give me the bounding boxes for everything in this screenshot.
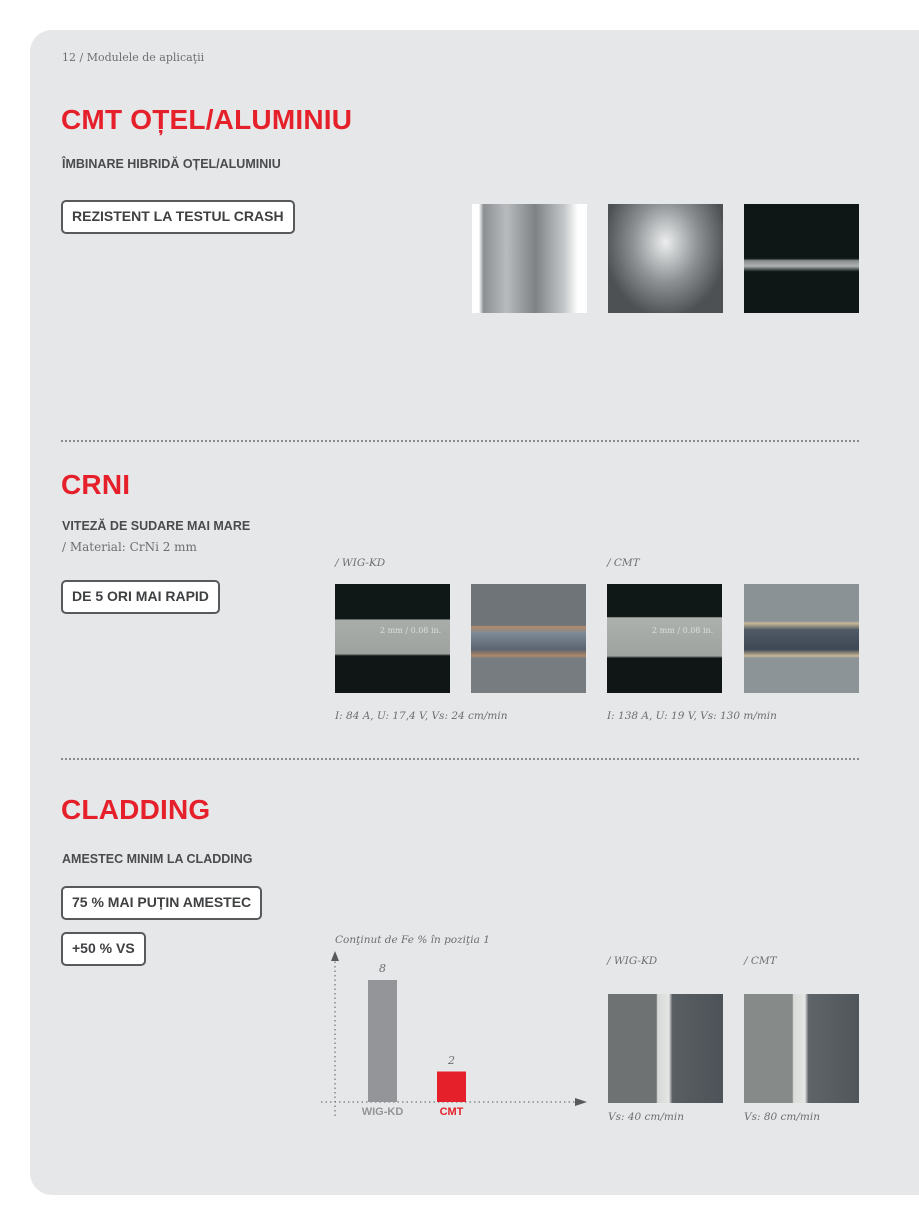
wig-cross-section-photo bbox=[335, 584, 450, 693]
badge-vs: +50 % VS bbox=[61, 932, 146, 966]
section-subtitle: VITEZĂ DE SUDARE MAI MARE bbox=[62, 519, 251, 533]
scale-label: 2 mm / 0.08 in. bbox=[652, 626, 714, 635]
category-label: WIG-KD bbox=[361, 1106, 404, 1118]
data-label: 2 bbox=[448, 1053, 455, 1067]
crash-test-photo-2 bbox=[608, 204, 723, 313]
material-label: / Material: CrNi 2 mm bbox=[62, 540, 197, 554]
cmt-params: I: 138 A, U: 19 V, Vs: 130 m/min bbox=[607, 710, 777, 722]
bar-chart bbox=[315, 945, 595, 1125]
group-label-wig: / WIG-KD bbox=[335, 557, 386, 569]
section-title-cladding: CLADDING bbox=[61, 794, 211, 825]
cmt-cladding-photo bbox=[744, 994, 859, 1103]
wig-clad-params: Vs: 40 cm/min bbox=[608, 1111, 684, 1123]
data-label: 8 bbox=[379, 962, 386, 975]
cmt-weld-top-photo bbox=[744, 584, 859, 693]
cmt-clad-params: Vs: 80 cm/min bbox=[744, 1111, 820, 1123]
chart-title: Conţinut de Fe % în poziţia 1 bbox=[335, 934, 490, 946]
cmt-cross-section-photo bbox=[607, 584, 722, 693]
group-label-cmt: / CMT bbox=[607, 557, 640, 569]
section-title-cmt-otel: CMT OȚEL/ALUMINIU bbox=[61, 104, 353, 135]
clad-group-label-wig: / WIG-KD bbox=[607, 955, 658, 967]
scale-label: 2 mm / 0.08 in. bbox=[380, 626, 442, 635]
wig-weld-top-photo bbox=[471, 584, 586, 693]
x-axis-arrow-icon bbox=[575, 1098, 587, 1106]
bar-cmt bbox=[437, 1072, 466, 1103]
y-axis-arrow-icon bbox=[331, 951, 339, 961]
badge-less-mixing: 75 % MAI PUȚIN AMESTEC bbox=[61, 886, 262, 920]
category-label: CMT bbox=[439, 1106, 464, 1118]
wig-params: I: 84 A, U: 17,4 V, Vs: 24 cm/min bbox=[335, 710, 508, 722]
badge-crash: REZISTENT LA TESTUL CRASH bbox=[61, 200, 295, 234]
bar-wig-kd bbox=[368, 980, 397, 1102]
page-label: 12 / Modulele de aplicaţii bbox=[62, 51, 205, 64]
section-subtitle: AMESTEC MINIM LA CLADDING bbox=[62, 852, 253, 866]
crash-test-photo-1 bbox=[472, 204, 587, 313]
clad-group-label-cmt: / CMT bbox=[744, 955, 777, 967]
section-subtitle: ÎMBINARE HIBRIDĂ OȚEL/ALUMINIU bbox=[62, 157, 281, 171]
joint-cross-section-photo bbox=[744, 204, 859, 313]
divider bbox=[61, 440, 859, 442]
section-title-crni: CRNI bbox=[61, 469, 131, 500]
badge-faster: DE 5 ORI MAI RAPID bbox=[61, 580, 220, 614]
divider bbox=[61, 758, 859, 760]
wig-cladding-photo bbox=[608, 994, 723, 1103]
